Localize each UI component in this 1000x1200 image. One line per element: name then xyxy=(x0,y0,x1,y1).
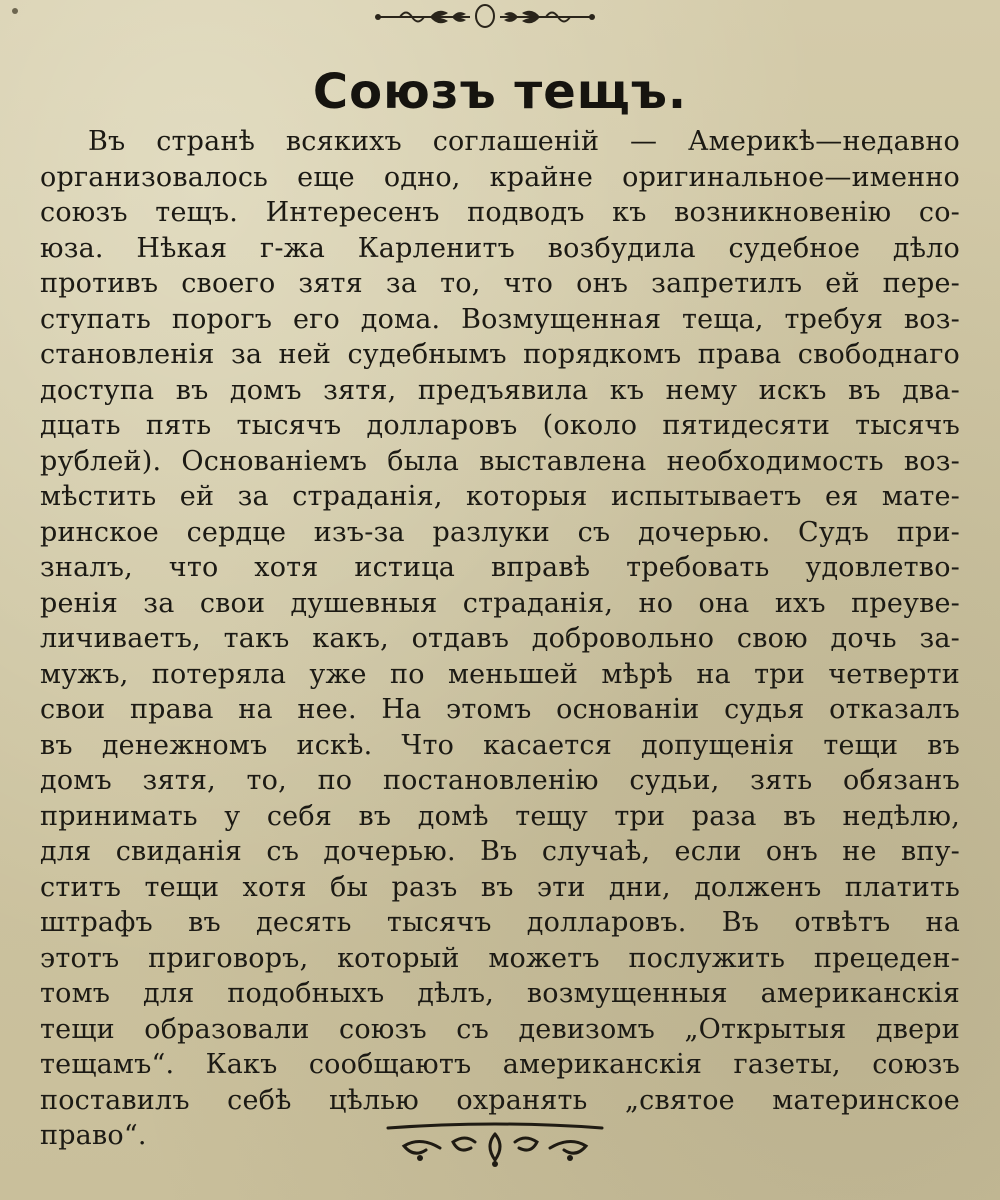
article-line: противъ своего зятя за то, что онъ запретилъ ей пере- xyxy=(40,268,960,299)
article-line: принимать у себя въ домѣ тещу три раза въ недѣлю, xyxy=(40,800,960,832)
article-line: личиваетъ, такъ какъ, отдавъ добровольно свою дочь за- xyxy=(40,623,960,654)
article-line: поставилъ себѣ цѣлью охранять „святое материнское xyxy=(40,1084,960,1116)
article-line: союзъ тещъ. Интересенъ подводъ къ возникновенію со- xyxy=(40,197,960,228)
article-line: становленія за ней судебнымъ порядкомъ права свободнаго xyxy=(40,339,960,370)
ink-speck-icon xyxy=(12,8,18,14)
article-line: ститъ тещи хотя бы разъ въ эти дни, долженъ платить xyxy=(40,871,960,903)
article-line: мужъ, потеряла уже по меньшей мѣрѣ на три четверти xyxy=(40,658,960,690)
article-line: ринское сердце изъ-за разлуки съ дочерью. Судъ при- xyxy=(40,516,960,548)
flourish-scroll-ornament-icon xyxy=(380,1118,610,1170)
article-line: зналъ, что хотя истица вправѣ требовать удовлетво- xyxy=(40,552,960,583)
article-line: юза. Нѣкая г-жа Карленитъ возбудила судебное дѣло xyxy=(40,232,960,264)
article-body xyxy=(40,124,960,1154)
article-line: ренія за свои душевныя страданія, но она ихъ преуве- xyxy=(40,587,960,619)
vine-scroll-ornament-icon xyxy=(370,2,600,30)
article-line: организовалось еще одно, крайне оригинальное—именно xyxy=(40,161,960,193)
article-line: этотъ приговоръ, который можетъ послужить прецеден- xyxy=(40,942,960,974)
article-line: свои права на нее. На этомъ основаніи судья отказалъ xyxy=(40,694,960,725)
article-line: въ денежномъ искѣ. Что касается допущенія тещи въ xyxy=(40,729,960,761)
article-line: тещи образовали союзъ съ девизомъ „Открытыя двери xyxy=(40,1013,960,1045)
article-line: штрафъ въ десять тысячъ долларовъ. Въ отвѣтъ на xyxy=(40,907,960,938)
article-line: рублей). Основаніемъ была выставлена необходимость воз- xyxy=(40,445,960,477)
article-line: домъ зятя, то, по постановленію судьи, зять обязанъ xyxy=(40,765,960,796)
article-line: право“. xyxy=(40,1120,147,1151)
article-line: Въ странѣ всякихъ соглашеній — Америкѣ—недавно xyxy=(88,126,960,157)
article-line: доступа въ домъ зятя, предъявила къ нему искъ въ два- xyxy=(40,374,960,406)
article-line: мѣстить ей за страданія, которыя испытываетъ ея мате- xyxy=(40,481,960,512)
article-line: дцать пять тысячъ долларовъ (около пятидесяти тысячъ xyxy=(40,410,960,441)
article-title: Союзъ тещъ. xyxy=(312,64,688,120)
article-line: тещамъ“. Какъ сообщаютъ американскія газеты, союзъ xyxy=(40,1049,960,1080)
article-line: ступать порогъ его дома. Возмущенная теща, требуя воз- xyxy=(40,303,960,335)
article-line: томъ для подобныхъ дѣлъ, возмущенныя американскія xyxy=(40,978,960,1009)
article-line: для свиданія съ дочерью. Въ случаѣ, если онъ не впу- xyxy=(40,836,960,867)
